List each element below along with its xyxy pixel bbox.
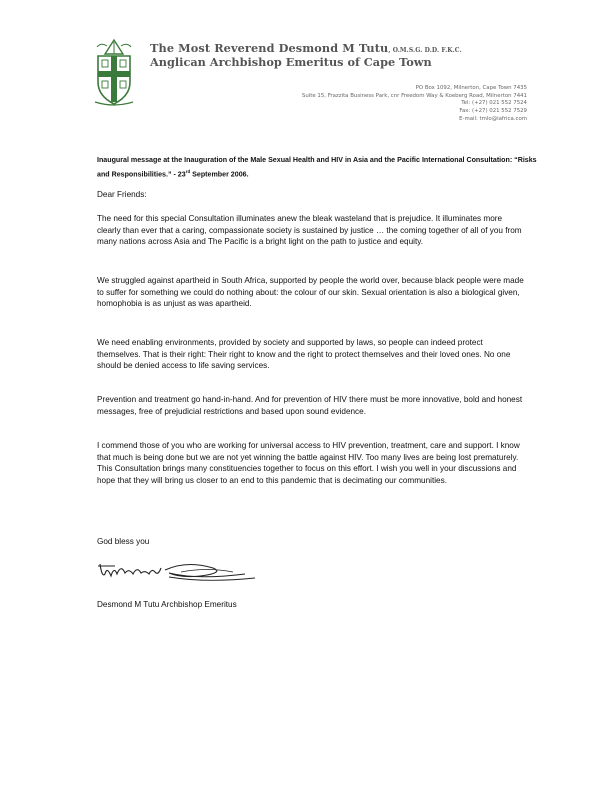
signer-name: Desmond M Tutu Archbishop Emeritus — [97, 600, 237, 609]
letterhead-role: Anglican Archbishop Emeritus of Cape Town — [150, 55, 432, 69]
address-line: Suite 15, Frazzita Business Park, cnr Freedom Way & Koeberg Road, Milnerton 7441 — [301, 92, 527, 99]
paragraph-3: We need enabling environments, provided by society and supported by laws, so people can indeed protect themselves. That is their right: Their right to know and the right to protect themselves and their loved ones. No one should be denied access to life saving services. — [97, 338, 511, 370]
email-line: E-mail: tmlo@iafrica.com — [459, 115, 527, 122]
fax-line: Fax: (+27) 021 552 7529 — [459, 108, 527, 115]
document-title-text: Inaugural message at the Inauguration of the Male Sexual Health and HIV in Asia and the Pacific International Consultation: “Risks and Responsibilities.” - 23 — [97, 156, 537, 179]
letterhead-name-text: The Most Reverend Desmond M Tutu — [150, 41, 389, 55]
paragraph-1: The need for this special Consultation illuminates anew the bleak wasteland that is prejudice. It illuminates more clearly than ever that a caring, compassionate society is sustained by justice … the coming together of all of you from many nations across Asia and The Pacific is a bright light on the path to justice and equity. — [97, 214, 522, 246]
closing: God bless you — [97, 537, 150, 546]
document-title-superscript: rd — [185, 169, 191, 174]
address-line: PO Box 1092, Milnerton, Cape Town 7435 — [415, 85, 527, 91]
letterhead-name — [150, 41, 462, 55]
telephone-line: Tel: (+27) 021 552 7524 — [461, 100, 527, 107]
diocese-crest-logo — [93, 38, 135, 108]
paragraph-5: I commend those of you who are working for universal access to HIV prevention, treatment, care and support. I know that much is being done but we are not yet winning the battle against HIV. Too many lives are being lost prematurely. This Consultation brings many constituencies together to focus on this effort. I wish you well in your discussions and hope that they will bring us closer to an end to this pandemic that is decimating our communities. — [97, 441, 520, 485]
salutation: Dear Friends: — [97, 190, 147, 199]
document-title-date: September 2006. — [190, 170, 249, 179]
handwritten-signature — [95, 556, 265, 586]
letterhead-honours: , O.M.S.G. D.D. F.K.C. — [388, 47, 462, 54]
paragraph-2: We struggled against apartheid in South Africa, supported by people the world over, because black people were made to suffer for something we could do nothing about: the colour of our skin. Sexual orientation is also a biological given, homophobia is as unjust as was apartheid. — [97, 276, 524, 308]
document-title — [97, 155, 537, 180]
paragraph-4: Prevention and treatment go hand-in-hand. And for prevention of HIV there must be more innovative, bold and honest messages, free of prejudicial restrictions and based upon sound evidence. — [97, 395, 523, 416]
letterhead-address — [302, 85, 527, 124]
